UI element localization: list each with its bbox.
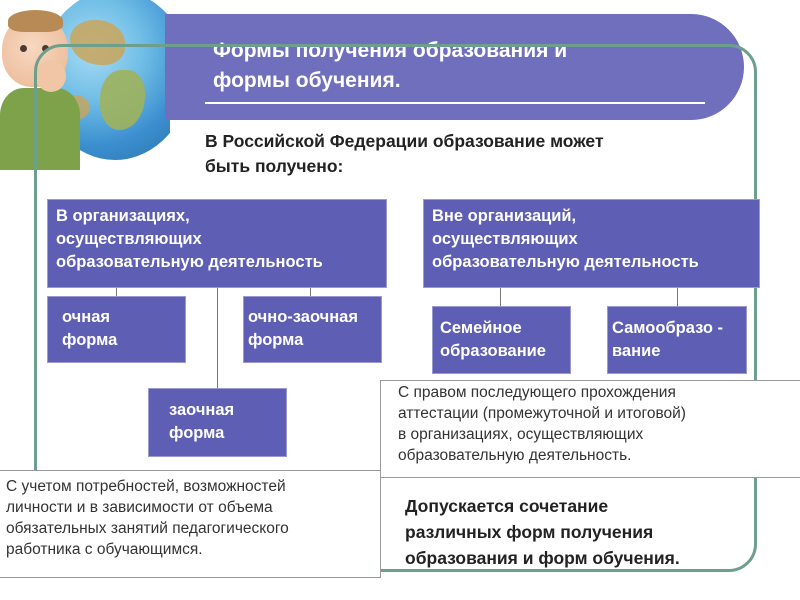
- note-line: образовательную деятельность.: [398, 447, 632, 464]
- box-line: форма: [248, 331, 304, 349]
- note-line: С правом последующего прохождения: [398, 384, 676, 401]
- box-line: образовательную деятельность: [432, 253, 699, 271]
- full-time-form-box: [47, 296, 186, 363]
- connector-line: [677, 288, 678, 306]
- family-education-box: [432, 306, 571, 374]
- note-line: С учетом потребностей, возможностей: [6, 478, 286, 495]
- note-line: личности и в зависимости от объема: [6, 499, 273, 516]
- box-line: вание: [612, 342, 661, 360]
- self-education-box: [607, 306, 747, 374]
- note-line: аттестации (промежуточной и итоговой): [398, 405, 686, 422]
- needs-note: [0, 470, 381, 578]
- box-line: очная: [62, 308, 111, 326]
- box-line: Вне организаций,: [432, 207, 577, 225]
- intro-text: [205, 129, 725, 179]
- box-line: Самообразо -: [612, 319, 724, 337]
- connector-line: [217, 288, 218, 388]
- intro-line: быть получено:: [205, 156, 344, 176]
- part-time-form-box: [243, 296, 382, 363]
- box-line: В организациях,: [56, 207, 190, 225]
- statement-line: Допускается сочетание: [405, 496, 609, 516]
- page-title-line: Формы получения образования и: [213, 39, 568, 62]
- in-organizations-box: [47, 199, 387, 288]
- intro-line: В Российской Федерации образование может: [205, 131, 604, 151]
- box-line: очно-заочная: [248, 308, 358, 326]
- box-line: осуществляющих: [432, 230, 578, 248]
- child-hair-shape: [8, 10, 63, 32]
- page-title-line: формы обучения.: [213, 69, 401, 92]
- box-line: осуществляющих: [56, 230, 202, 248]
- box-line: заочная: [169, 401, 235, 419]
- connector-line: [500, 288, 501, 306]
- box-line: форма: [169, 424, 225, 442]
- outside-organizations-box: [423, 199, 760, 288]
- note-line: в организациях, осуществляющих: [398, 426, 644, 443]
- attestation-note: [380, 380, 800, 478]
- statement-line: образования и форм обучения.: [405, 548, 680, 568]
- connector-line: [116, 288, 117, 296]
- child-eye-shape: [20, 45, 27, 52]
- box-line: образование: [440, 342, 546, 360]
- box-line: Семейное: [440, 319, 522, 337]
- note-line: обязательных занятий педагогического: [6, 520, 289, 537]
- note-line: работника с обучающимся.: [6, 541, 203, 558]
- box-line: образовательную деятельность: [56, 253, 323, 271]
- combination-statement: [405, 493, 795, 571]
- box-line: форма: [62, 331, 118, 349]
- distance-form-box: [148, 388, 287, 457]
- statement-line: различных форм получения: [405, 522, 654, 542]
- connector-line: [310, 288, 311, 296]
